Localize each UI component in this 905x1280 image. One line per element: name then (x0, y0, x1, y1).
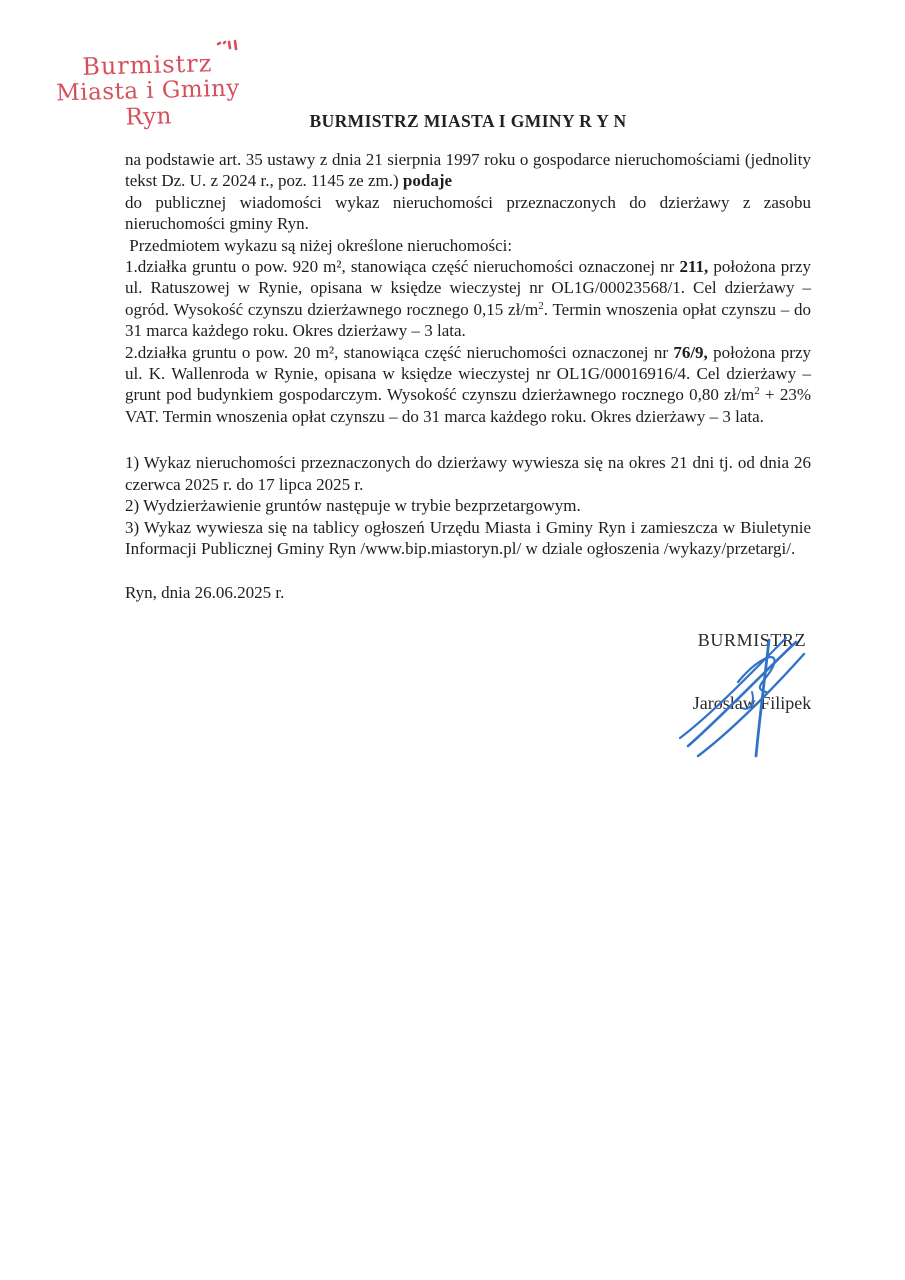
signatory-name: Jarosław Filipek (692, 693, 812, 713)
item1-text-pre: 1.działka gruntu o pow. 920 m², stanowiąca część nieruchomości oznaczonej nr (125, 257, 680, 277)
item2-parcel-number: 76/9, (673, 342, 708, 362)
signature-block (686, 630, 818, 714)
intro-text-2: do publicznej wiadomości wykaz nieruchomości przeznaczonych do dzierżawy z zasobu nieruchomości gminy Ryn. (125, 192, 811, 234)
property-item-2 (125, 342, 811, 428)
property-item-1 (125, 256, 811, 342)
item1-text-post: . Termin wnoszenia opłat czynszu – do 31 marca każdego roku. Okres dzierżawy – 3 lata. (125, 299, 811, 341)
intro-text-3: Przedmiotem wykazu są niżej określone nieruchomości: (125, 235, 513, 255)
stamp-line-2: Miasta i Gminy Ryn (55, 75, 241, 131)
item1-parcel-number: 211, (679, 257, 709, 277)
intro-bold-podaje: podaje (402, 171, 453, 191)
item2-superscript-2: 2 (754, 385, 760, 398)
item1-superscript-2: 2 (538, 299, 544, 312)
document-body (125, 149, 811, 604)
item2-text-pre: 2.działka gruntu o pow. 20 m², stanowiąca część nieruchomości oznaczonej nr (125, 342, 674, 362)
item2-text-post: + 23% VAT. Termin wnoszenia opłat czynszu – do 31 marca każdego roku. Okres dzierżawy – 3 lata. (125, 385, 811, 426)
note-3: 3) Wykaz wywiesza się na tablicy ogłoszeń Urzędu Miasta i Gminy Ryn i zamieszcza w Biuletynie Informacji Publicznej Gminy Ryn /www.bip.miastoryn.pl/ w dziale ogłoszenia /wykazy/przetargi/. (125, 517, 811, 558)
stamp-line-1: Burmistrz (81, 49, 213, 81)
intro-paragraph (125, 149, 811, 256)
item2-text-mid: położona przy ul. K. Wallenroda w Rynie, opisana w księdze wieczystej nr OL1G/00016916/4. Cel dzierżawy – grunt pod budynkiem gospodarczym. Wysokość czynszu dzierżawnego rocznego 0,80 zł/m (125, 342, 811, 405)
place-and-date-line: Ryn, dnia 26.06.2025 r. (125, 583, 285, 603)
document-title: BURMISTRZ MIASTA I GMINY R Y N (309, 111, 627, 131)
intro-text-1: na podstawie art. 35 ustawy z dnia 21 sierpnia 1997 roku o gospodarce nieruchomościami (jednolity tekst Dz. U. z 2024 r., poz. 1145 ze zm.) (125, 150, 811, 191)
signature-title: BURMISTRZ (697, 630, 807, 650)
note-2: 2) Wydzierżawienie gruntów następuje w trybie bezprzetargowym. (125, 496, 581, 516)
note-1: 1) Wykaz nieruchomości przeznaczonych do dzierżawy wywiesza się na okres 21 dni tj. od dnia 26 czerwca 2025 r. do 17 lipca 2025 r. (125, 453, 811, 494)
item1-text-mid: położona przy ul. Ratuszowej w Rynie, opisana w księdze wieczystej nr OL1G/00023568/1. Cel dzierżawy – ogród. Wysokość czynszu dzierżawnego rocznego 0,15 zł/m (125, 257, 811, 319)
